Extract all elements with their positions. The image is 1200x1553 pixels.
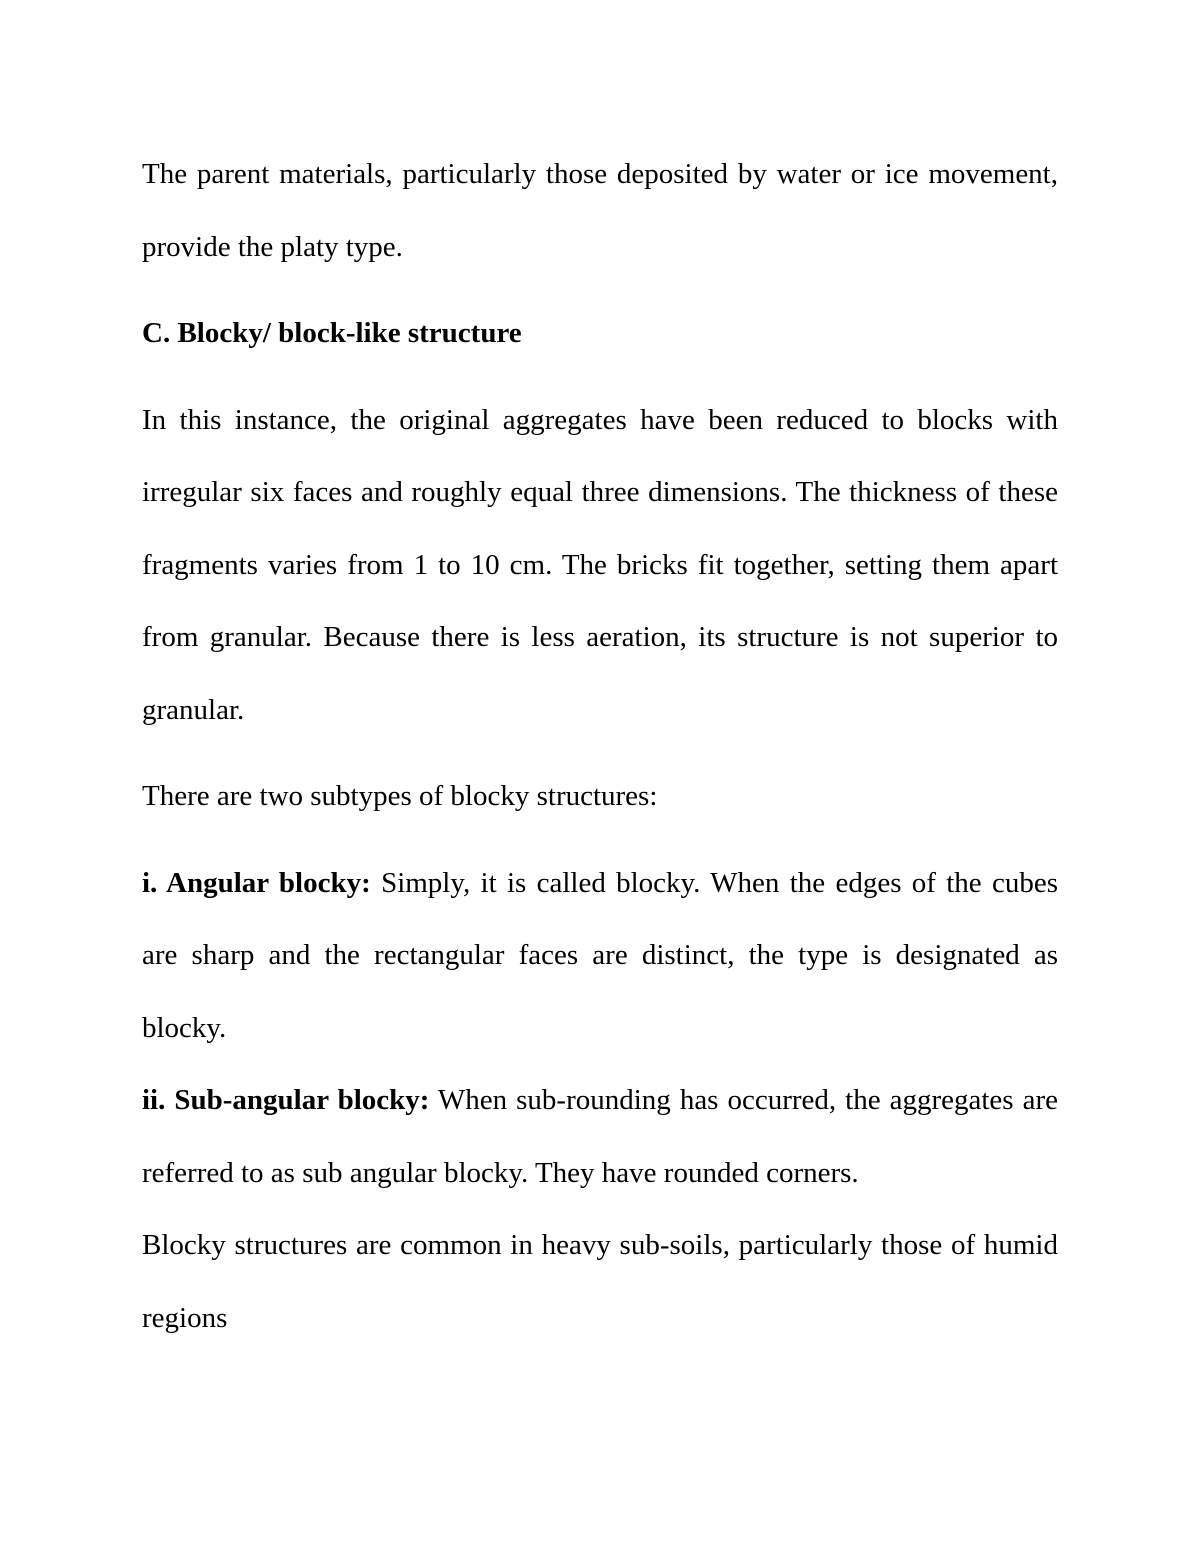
list-item-text: When sub-rounding has occurred, the aggregates are referred to as sub angular blocky. They have rounded corners. bbox=[142, 1084, 1058, 1189]
spacer bbox=[142, 746, 1058, 760]
list-item-text: Simply, it is called blocky. When the edges of the cubes are sharp and the rectangular faces are distinct, the type is designated as blocky. bbox=[142, 866, 1058, 1044]
paragraph-subtypes-intro: There are two subtypes of blocky structures: bbox=[142, 780, 658, 812]
paragraph-platy-type: The parent materials, particularly those deposited by water or ice movement, provide the platy type. bbox=[142, 158, 1058, 263]
spacer bbox=[142, 283, 1058, 297]
spacer bbox=[142, 833, 1058, 847]
section-heading-blocky: C. Blocky/ block-like structure bbox=[142, 317, 522, 349]
list-item-subangular-blocky bbox=[142, 1064, 1058, 1209]
paragraph-blocky-occurrence: Blocky structures are common in heavy sub-soils, particularly those of humid regions bbox=[142, 1229, 1058, 1334]
text-column bbox=[142, 138, 1058, 1354]
spacer bbox=[142, 370, 1058, 384]
list-item-label: ii. Sub-angular blocky: bbox=[142, 1084, 430, 1116]
paragraph-blocky-description: In this instance, the original aggregates have been reduced to blocks with irregular six faces and roughly equal three dimensions. The thickness of these fragments varies from 1 to 10 cm. The bricks fit together, setting them apart from granular. Because there is less aeration, its structure is not superior to granular. bbox=[142, 403, 1058, 726]
list-item-angular-blocky bbox=[142, 847, 1058, 1065]
list-item-label: i. Angular blocky: bbox=[142, 866, 371, 899]
